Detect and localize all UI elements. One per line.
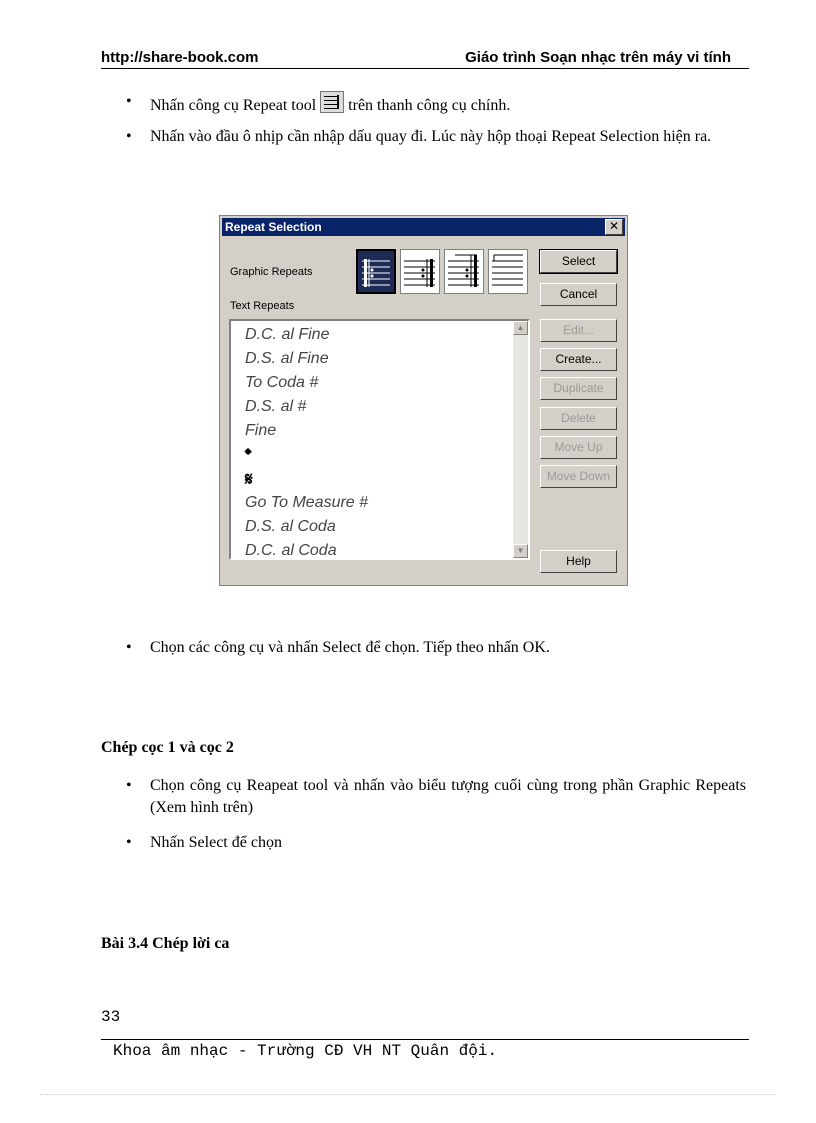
list-item[interactable]: D.S. al # [245,398,307,415]
page-number: 33 [101,1008,121,1026]
header-url[interactable]: http://share-book.com [101,49,259,66]
cancel-button[interactable]: Cancel [540,283,617,306]
graphic-repeat-start-icon[interactable] [356,249,396,294]
list-item[interactable]: D.C. al Coda [245,542,337,559]
bullet-choose-tool: Chọn công cụ Reapeat tool và nhấn vào biểu tượng cuối cùng trong phần Graphic Repeats (Xem hình trên) [150,777,746,816]
duplicate-button[interactable]: Duplicate [540,377,617,400]
close-icon[interactable]: ✕ [605,219,623,235]
edit-button[interactable]: Edit... [540,319,617,342]
coda-symbol-item[interactable]: 𝄌 [245,445,252,465]
list-item[interactable]: Fine [245,422,277,439]
scroll-down-icon[interactable]: ▼ [513,544,528,558]
bullet-dot: • [126,128,132,145]
bullet-dot: • [126,93,132,110]
bullet-repeat-selection: Nhấn vào đầu ô nhịp cần nhập dấu quay đi. Lúc này hộp thoại Repeat Selection hiện ra. [150,128,712,145]
graphic-repeat-end-bracket-icon[interactable] [444,249,484,294]
dialog-title: Repeat Selection [225,220,322,234]
select-button[interactable]: Select [540,250,617,273]
move-down-button[interactable]: Move Down [540,465,617,488]
page-edge-divider [40,1094,776,1095]
list-scrollbar[interactable] [513,321,528,558]
list-item[interactable]: Go To Measure # [245,494,369,511]
move-up-button[interactable]: Move Up [540,436,617,459]
delete-button[interactable]: Delete [540,407,617,430]
list-item[interactable]: D.C. al Fine [245,326,330,343]
repeat-selection-dialog [219,215,628,586]
segno-symbol-item[interactable]: 𝄋 [245,469,253,489]
page-footer: Khoa âm nhạc - Trường CĐ VH NT Quân đội. [113,1042,498,1060]
graphic-repeat-bracket-icon[interactable] [488,249,528,294]
footer-divider [101,1039,749,1040]
graphic-repeats-label: Graphic Repeats [230,266,313,278]
header-title: Giáo trình Soạn nhạc trên máy vi tính [465,49,731,66]
create-button[interactable]: Create... [540,348,617,371]
bullet-select-ok: Chọn các công cụ và nhấn Select để chọn. Tiếp theo nhấn OK. [150,639,550,656]
help-button[interactable]: Help [540,550,617,573]
text-repeats-list[interactable] [229,319,530,560]
section-heading-copy-staves: Chép cọc 1 và cọc 2 [101,739,234,756]
bullet-text-before: Nhấn công cụ Repeat tool [150,97,317,114]
dialog-title-bar [222,218,625,236]
bullet-repeat-tool [150,91,746,117]
scroll-up-icon[interactable]: ▲ [513,321,528,335]
bullet-dot: • [126,639,132,656]
graphic-repeat-end-icon[interactable] [400,249,440,294]
list-item[interactable]: To Coda # [245,374,319,391]
repeat-tool-icon [320,91,344,113]
text-repeats-label: Text Repeats [230,300,295,312]
bullet-press-select: Nhấn Select để chọn [150,834,282,851]
list-item[interactable]: D.S. al Coda [245,518,336,535]
bullet-dot: • [126,777,132,794]
page-header [101,48,749,69]
bullet-text-after: trên thanh công cụ chính. [348,97,511,114]
bullet-dot: • [126,834,132,851]
list-item[interactable]: D.S. al Fine [245,350,329,367]
section-heading-lyrics: Bài 3.4 Chép lời ca [101,935,230,952]
